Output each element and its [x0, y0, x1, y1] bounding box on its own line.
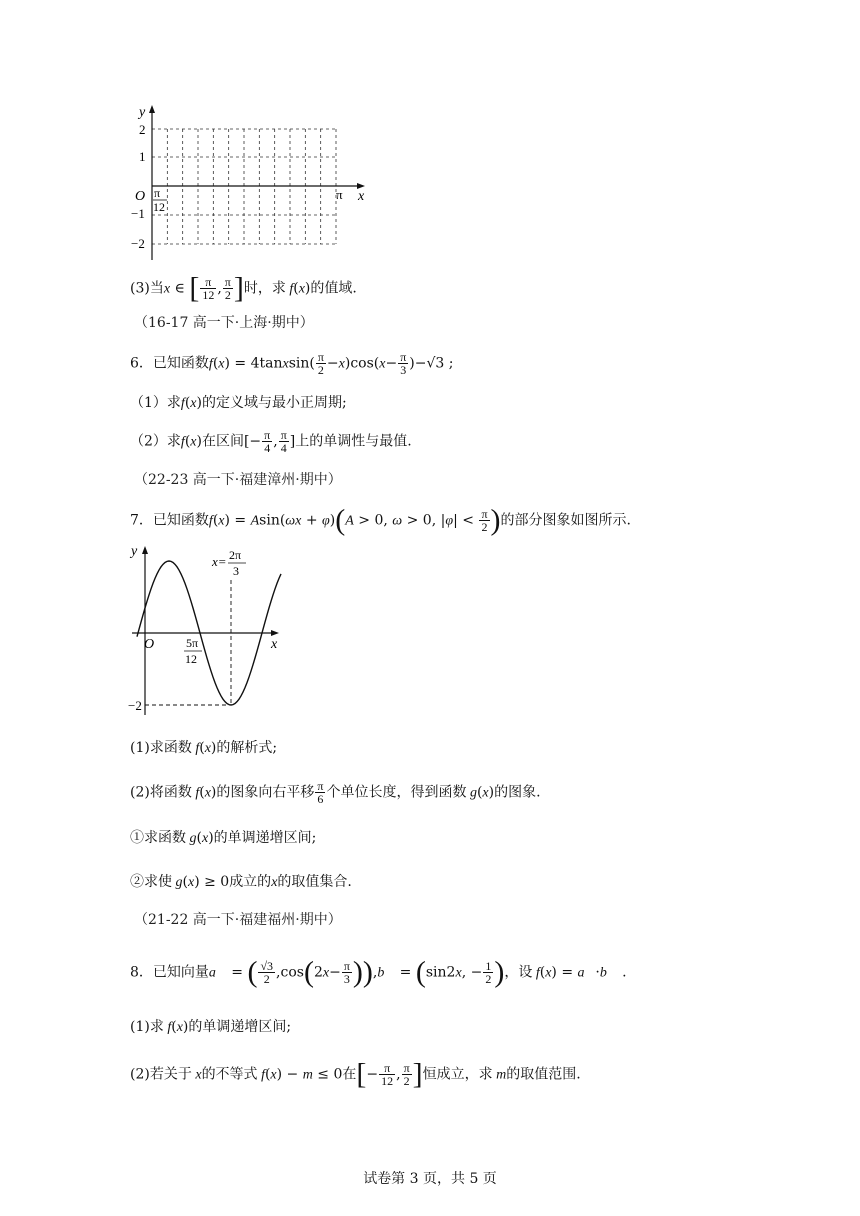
x-tick-pi-12-num: π [154, 186, 161, 200]
y-tick-neg1: −1 [131, 206, 145, 221]
fig2-vline-prefix: x= [212, 554, 227, 569]
sinusoid-figure [125, 540, 295, 720]
x-tick-pi: π [336, 187, 343, 202]
fig2-origin-label: O [144, 637, 155, 652]
page-footer: 试卷第 3 页，共 5 页 [363, 1171, 497, 1187]
fig2-y-axis-label: y [131, 544, 138, 559]
graph-grid-figure [125, 100, 375, 265]
y-tick-neg2: −2 [131, 236, 145, 251]
q6-part2: （2）求f(x)在区间[− $\frac{\pi}{4}$ , $\frac{\pi}{4}$ ]上的单调性与最值. [130, 428, 412, 455]
q8-stem: 8．已知向量a⃗ = ( $\frac{√3}{2}$ ,cos(2x− $\frac{\pi}{3}$ )),b⃗ = (sin2x, − $\frac{1}{2}$ )，设 f(x) = a⃗·b⃗ . [130, 955, 627, 989]
q7-sub1: ①求函数 g(x)的单调递增区间; [130, 830, 317, 846]
fig2-vline-den: 3 [233, 564, 239, 578]
source-q7: （22-23 高一下·福建漳州·期中） [134, 472, 342, 488]
source-q8: （21-22 高一下·福建福州·期中） [134, 912, 342, 928]
q8-part1: (1)求 f(x)的单调递增区间; [130, 1019, 292, 1035]
q7-part2: (2)将函数 f(x)的图象向右平移 $\frac{\pi}{6}$ 个单位长度，得到函数 g(x)的图象. [130, 779, 541, 806]
q7-sub2: ②求使 g(x) ≥ 0成立的x的取值集合. [130, 874, 352, 890]
y-tick-2: 2 [139, 122, 146, 137]
fig2-x-tick-num: 5π [186, 636, 199, 650]
fig2-x-axis-label: x [271, 637, 278, 652]
source-q6: （16-17 高一下·上海·期中） [134, 315, 314, 331]
q7-stem: 7．已知函数f(x) = Asin(ωx + φ)(A > 0, ω > 0, |φ| < $\frac{\pi}{2}$ )的部分图象如图所示. [130, 503, 631, 537]
fig2-x-tick-den: 12 [185, 652, 197, 666]
y-axis-label: y [139, 105, 146, 120]
origin-label: O [135, 189, 146, 204]
x-axis-label: x [358, 189, 365, 204]
fig2-y-tick: −2 [128, 698, 142, 713]
x-tick-pi-12-den: 12 [153, 200, 165, 214]
fig2-vline-num: 2π [229, 548, 242, 562]
y-tick-1: 1 [139, 149, 146, 164]
q8-part2: (2)若关于 x的不等式 f(x) − m ≤ 0在[− $\frac{\pi}{12}$ , $\frac{\pi}{2}$ ]恒成立，求 m的取值范围. [130, 1057, 581, 1091]
q6-stem: 6．已知函数f(x) = 4tanxsin( $\frac{\pi}{2}$ −x)cos(x− $\frac{\pi}{3}$ )−√3 ; [130, 350, 454, 377]
q7-part1: (1)求函数 f(x)的解析式; [130, 740, 278, 756]
q6-part1: （1）求f(x)的定义域与最小正周期; [130, 395, 347, 411]
q5-part3: (3)当x ∈ [ $\frac{\pi}{12}$ , $\frac{\pi}{2}$ ]时，求 f(x)的值域. [130, 271, 357, 305]
